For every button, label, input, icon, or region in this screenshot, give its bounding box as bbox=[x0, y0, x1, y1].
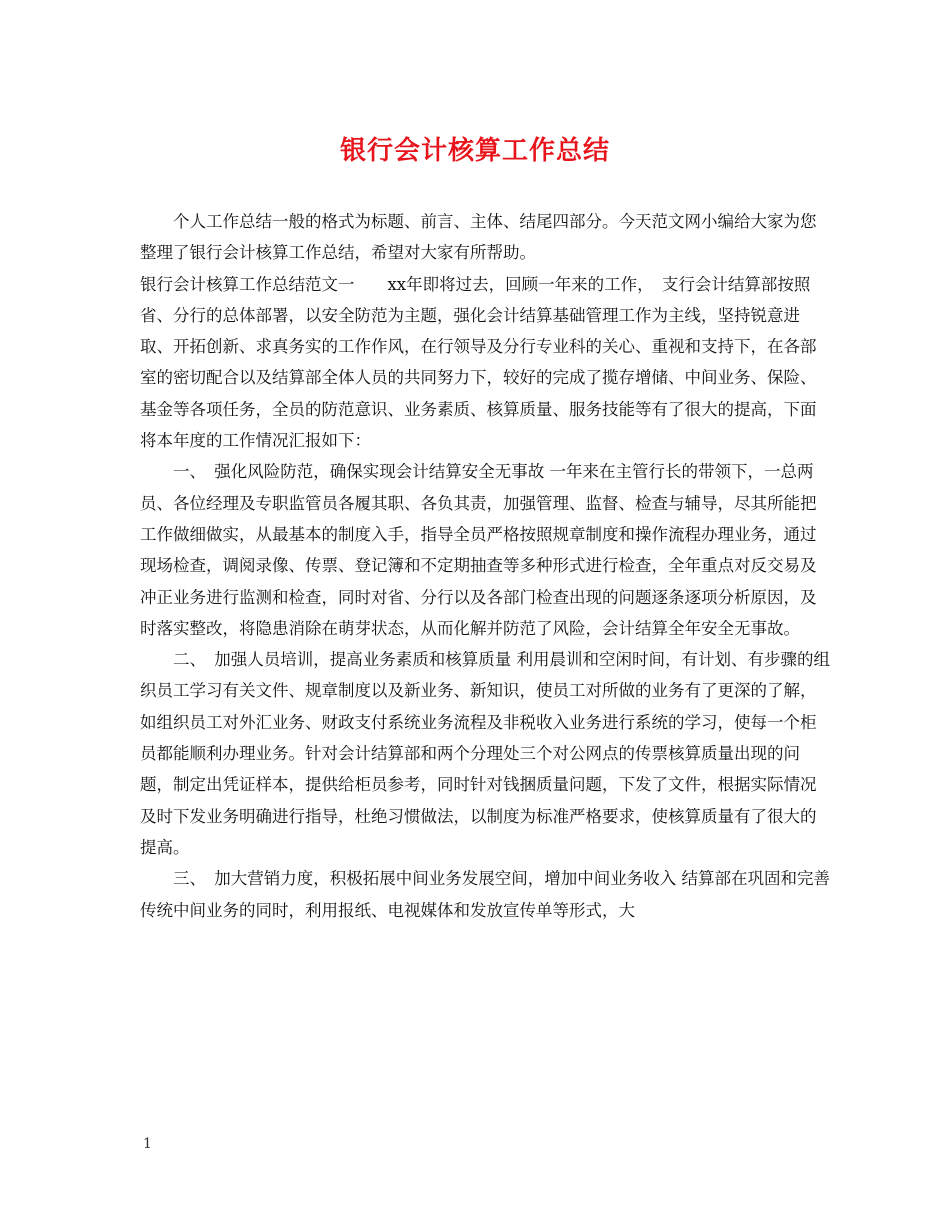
paragraph-sample-one: 银行会计核算工作总结范文一 xx年即将过去，回顾一年来的工作， 支行会计结算部按照省、分行的总体部署，以安全防范为主题，强化会计结算基础管理工作为主线，坚持锐意进取、开拓创新、求真务实的工作作风，在行领导及分行专业科的关心、重视和支持下，在各部室的密切配合以及结算部全体人员的共同努力下，较好的完成了揽存增储、中间业务、保险、基金等各项任务，全员的防范意识、业务素质、核算质量、服务技能等有了很大的提高，下面将本年度的工作情况汇报如下： bbox=[140, 274, 817, 451]
page-number: 1 bbox=[143, 1136, 152, 1152]
paragraph-intro: 个人工作总结一般的格式为标题、前言、主体、结尾四部分。今天范文网小编给大家为您整理了银行会计核算工作总结，希望对大家有所帮助。 bbox=[140, 212, 817, 263]
paragraph-section-two: 二、 加强人员培训，提高业务素质和核算质量 利用晨训和空闲时间，有计划、有步骤的组织员工学习有关文件、规章制度以及新业务、新知识，使员工对所做的业务有了更深的了解，如组织员工对外汇业务、财政支付系统业务流程及非税收入业务进行系统的学习，使每一个柜员都能顺利办理业务。针对会计结算部和两个分理处三个对公网点的传票核算质量出现的问题，制定出凭证样本，提供给柜员参考，同时针对钱捆质量问题，下发了文件，根据实际情况及时下发业务明确进行指导，杜绝习惯做法，以制度为标准严格要求，使核算质量有了很大的提高。 bbox=[140, 650, 830, 857]
document-body bbox=[140, 206, 830, 926]
paragraph-section-one: 一、 强化风险防范，确保实现会计结算安全无事故 一年来在主管行长的带领下，一总两员、各位经理及专职监管员各履其职、各负其责，加强管理、监督、检查与辅导，尽其所能把工作做细做实，从最基本的制度入手，指导全员严格按照规章制度和操作流程办理业务，通过现场检查，调阅录像、传票、登记簿和不定期抽查等多种形式进行检查，全年重点对反交易及冲正业务进行监测和检查，同时对省、分行以及各部门检查出现的问题逐条逐项分析原因，及时落实整改，将隐患消除在萌芽状态，从而化解并防范了风险，会计结算全年安全无事故。 bbox=[140, 462, 817, 638]
paragraph-section-three: 三、 加大营销力度，积极拓展中间业务发展空间，增加中间业务收入 结算部在巩固和完善传统中间业务的同时，利用报纸、电视媒体和发放宣传单等形式，大 bbox=[140, 869, 830, 920]
document-title: 银行会计核算工作总结 bbox=[339, 136, 610, 166]
